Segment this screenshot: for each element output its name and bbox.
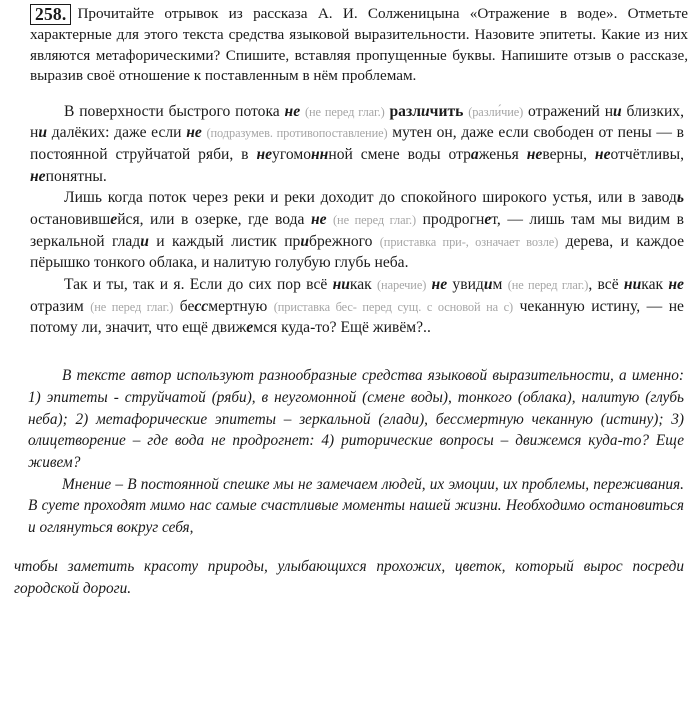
grammar-note: (приставка бес- перед сущ. с основой на с)	[273, 299, 514, 314]
highlight-letter: и	[38, 124, 48, 142]
highlight-letter: ь	[676, 189, 684, 207]
grammar-note: (наречие)	[377, 278, 427, 293]
highlight-prefix: не	[30, 167, 46, 185]
excerpt-paragraph-2	[30, 187, 684, 274]
task-block	[30, 4, 688, 87]
excerpt-paragraph-3	[30, 274, 684, 339]
text-run: отразим	[30, 297, 91, 315]
highlight-word: не	[186, 124, 202, 142]
grammar-note: (приставка при-, означает возле)	[379, 234, 559, 249]
answer-opinion: Мнение – В постоянной спешке мы не замечаем людей, их эмоции, их проблемы, переживания. В суете проходят мимо нас самые счастливые моменты нашей жизни. Необходимо остановиться и оглянуться вокруг себя,	[28, 475, 684, 537]
excerpt-body	[30, 101, 684, 339]
highlight-letter: и	[613, 102, 622, 120]
task-instructions: Прочитайте отрывок из рассказа А. И. Солженицына «Отражение в воде». Отметьте характерные для этого текста средства языковой выразительности. Назовите эпитеты. Какие из них являются метафорическими? Спишите, вставляя пропущенные буквы. Напишите отзыв о рассказе, выразив своё отношение к поставленным в нём проблемам.	[30, 5, 688, 85]
answer-analysis: В тексте автор используют разнообразные средства языковой выразительности, а именно: 1) эпитеты - струйчатой (ряби), в неугомонной (смене воды), тонкого (облака), налитую (глубь неба); 2) метафорические эпитеты – зеркальной (глади), бессмертную чеканную (истину); 3) олицетворение – где вода не продрогнет: 4) риторические вопросы – движемся куда-то? Еще живем?	[28, 367, 684, 471]
highlight-word: не	[284, 102, 301, 120]
text-run: женья	[478, 146, 527, 164]
highlight-prefix: не	[526, 146, 543, 164]
text-run: дерева, и каждое пёрышко тонкого облака, и налитую голубую глубь неба.	[30, 232, 685, 272]
text-run: йся, или в озерке, где вода	[117, 211, 311, 229]
text-run: м	[492, 276, 508, 294]
highlight-letter: нн	[311, 146, 329, 164]
highlight-letter: е	[246, 319, 254, 337]
text-run: мертную	[208, 297, 274, 315]
grammar-note: (разли́чие)	[468, 104, 524, 119]
text-run: угомо	[272, 146, 312, 164]
text-run: верны,	[542, 146, 595, 164]
text-run: разл	[384, 102, 421, 120]
text-run: Так и ты, так и я. Если до сих пор всё	[64, 276, 333, 294]
highlight-letter: е	[484, 211, 492, 229]
highlight-word: не	[431, 276, 448, 294]
text-run: продрогн	[416, 211, 485, 229]
text-run: отражений н	[523, 102, 614, 120]
highlight-word: не	[310, 211, 327, 229]
text-run: как	[349, 276, 378, 294]
highlight-letter: а	[470, 146, 479, 164]
text-run: Лишь когда поток через реки и реки доходит до спокойного широкого устья, или в завод	[64, 189, 677, 207]
text-run: брежного	[309, 232, 380, 250]
text-run: чеканную истину, — не потому ли, значит, что ещё движ	[30, 297, 684, 337]
text-run: далёких: даже если	[47, 124, 187, 142]
highlight-prefix: не	[594, 146, 611, 164]
excerpt-paragraph-1	[30, 101, 684, 188]
text-run: , всё	[588, 276, 624, 294]
highlight-letter: сс	[194, 297, 209, 315]
text-run: мся куда-то? Ещё живём?..	[253, 319, 431, 337]
highlight-prefix: ни	[623, 276, 642, 294]
highlight-letter: и	[483, 276, 493, 294]
highlight-letter: е	[110, 211, 118, 229]
exercise-number-badge: 258.	[30, 4, 71, 25]
highlight-letter: и	[300, 232, 310, 250]
highlight-letter: и	[140, 232, 149, 250]
text-run: как	[641, 276, 669, 294]
text-run: остановивш	[30, 211, 111, 229]
text-run: ной смене воды отр	[328, 146, 471, 164]
grammar-note: (не перед глаг.)	[90, 299, 174, 314]
text-run: близких, н	[30, 102, 684, 142]
highlight-prefix: не	[256, 146, 273, 164]
grammar-note: (не перед глаг.)	[304, 104, 385, 119]
text-run: и каждый листик пр	[148, 232, 301, 250]
text-run: мутен он, даже если свободен от пены — в постоянной струйчатой ряби, в	[30, 124, 684, 164]
answer-block	[14, 365, 684, 599]
text-run: В поверхности быстрого потока	[64, 102, 285, 120]
text-run: отчётливы,	[610, 146, 684, 164]
text-run: увид	[447, 276, 484, 294]
grammar-note: (не перед глаг.)	[333, 213, 417, 228]
answer-opinion-continuation: чтобы заметить красоту природы, улыбающихся прохожих, цветок, который вырос посреди городской дороги.	[14, 557, 684, 597]
highlight-letter: и	[420, 102, 430, 120]
text-run: т, — лишь там мы видим в зеркальной глад	[30, 211, 684, 250]
grammar-note: (подразумев. противопоставление)	[206, 126, 388, 141]
highlight-word: не	[668, 276, 684, 294]
text-run: бе	[173, 297, 195, 315]
highlight-prefix: ни	[332, 276, 350, 294]
text-run: чить	[429, 102, 469, 120]
text-run: понятны.	[45, 167, 107, 185]
grammar-note: (не перед глаг.)	[507, 278, 589, 293]
